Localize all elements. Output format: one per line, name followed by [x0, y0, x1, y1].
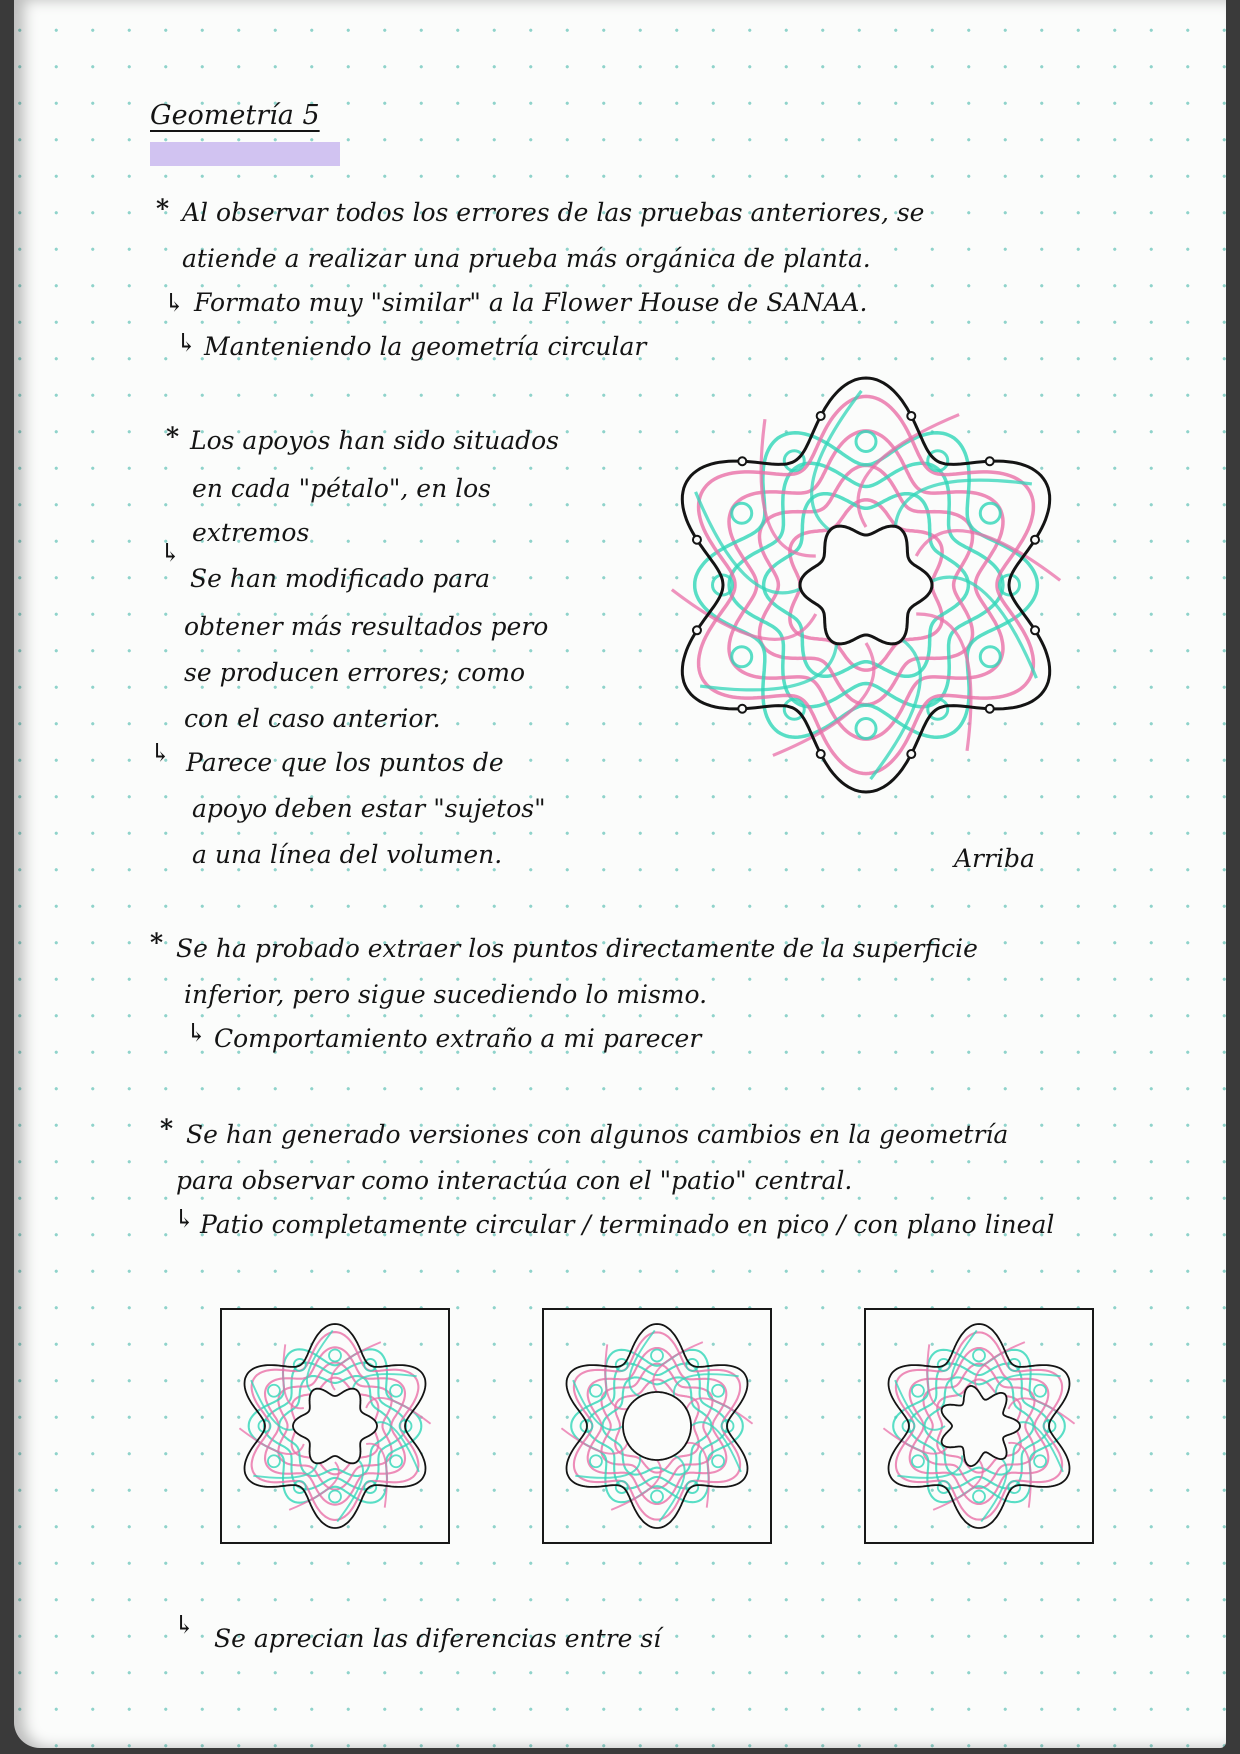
figure-caption: Arriba [954, 844, 1035, 873]
bullet-star: * [160, 1114, 174, 1143]
support-point [986, 457, 994, 465]
section2-line1: Los apoyos han sido situados [190, 426, 559, 455]
section2-sub2-line1: Parece que los puntos de [186, 748, 504, 777]
support-point [1031, 536, 1039, 544]
arrow-icon: ↳ [160, 538, 181, 567]
section4-sub1: Patio completamente circular / terminado en pico / con plano lineal [200, 1210, 1055, 1239]
flower-variant-circular-patio [222, 1310, 448, 1542]
conclusion-text: Se aprecian las diferencias entre sí [214, 1624, 662, 1653]
arrow-icon: ↳ [174, 1610, 195, 1639]
section3-line1: Se ha probado extraer los puntos directamente de la superficie [176, 934, 978, 963]
section1-sub1: Formato muy "similar" a la Flower House de SANAA. [194, 288, 868, 317]
bullet-star: * [156, 194, 170, 223]
section2-sub1-line3: se producen errores; como [184, 658, 526, 687]
support-point [738, 705, 746, 713]
section2-sub1-line2: obtener más resultados pero [184, 612, 549, 641]
flower-variant-peaked-patio [544, 1310, 770, 1542]
section2-sub2-line2: apoyo deben estar "sujetos" [192, 794, 546, 823]
section4-line1: Se han generado versiones con algunos cambios en la geometría [186, 1120, 1009, 1149]
support-point [693, 626, 701, 634]
support-point [693, 536, 701, 544]
arrow-icon: ↳ [186, 1018, 207, 1047]
section3-sub1: Comportamiento extraño a mi parecer [214, 1024, 702, 1053]
section1-sub2: Manteniendo la geometría circular [204, 332, 647, 361]
flower-patio [623, 1392, 691, 1460]
support-point [1031, 626, 1039, 634]
section2-sub2-line3: a una línea del volumen. [192, 840, 503, 869]
variant-box-circular [220, 1308, 450, 1544]
arrow-icon: ↳ [174, 1204, 195, 1233]
page-title: Geometría 5 [150, 100, 320, 131]
variant-box-peaked [542, 1308, 772, 1544]
support-point [738, 457, 746, 465]
flower-variant-linear-patio [866, 1310, 1092, 1542]
section1-line2: atiende a realizar una prueba más orgánica de planta. [182, 244, 871, 273]
section1-line1: Al observar todos los errores de las pruebas anteriores, se [182, 198, 925, 227]
support-point [817, 412, 825, 420]
arrow-icon: ↳ [176, 328, 197, 357]
section2-line2: en cada "pétalo", en los [192, 474, 492, 503]
bullet-star: * [166, 422, 180, 451]
arrow-icon: ↳ [150, 738, 171, 767]
title-highlight [150, 142, 340, 166]
arrow-icon: ↳ [164, 288, 185, 317]
section2-sub1-line4: con el caso anterior. [184, 704, 441, 733]
support-point [907, 750, 915, 758]
support-point [817, 750, 825, 758]
variant-box-linear [864, 1308, 1094, 1544]
notebook-page [14, 0, 1226, 1748]
flower-plan-drawing [646, 340, 1086, 830]
support-point [986, 705, 994, 713]
bullet-star: * [150, 928, 164, 957]
section2-sub1-line1: Se han modificado para [190, 564, 491, 593]
section2-line3: extremos [192, 518, 310, 547]
support-point [907, 412, 915, 420]
section4-line2: para observar como interactúa con el "patio" central. [176, 1166, 853, 1195]
section3-line2: inferior, pero sigue sucediendo lo mismo. [184, 980, 708, 1009]
